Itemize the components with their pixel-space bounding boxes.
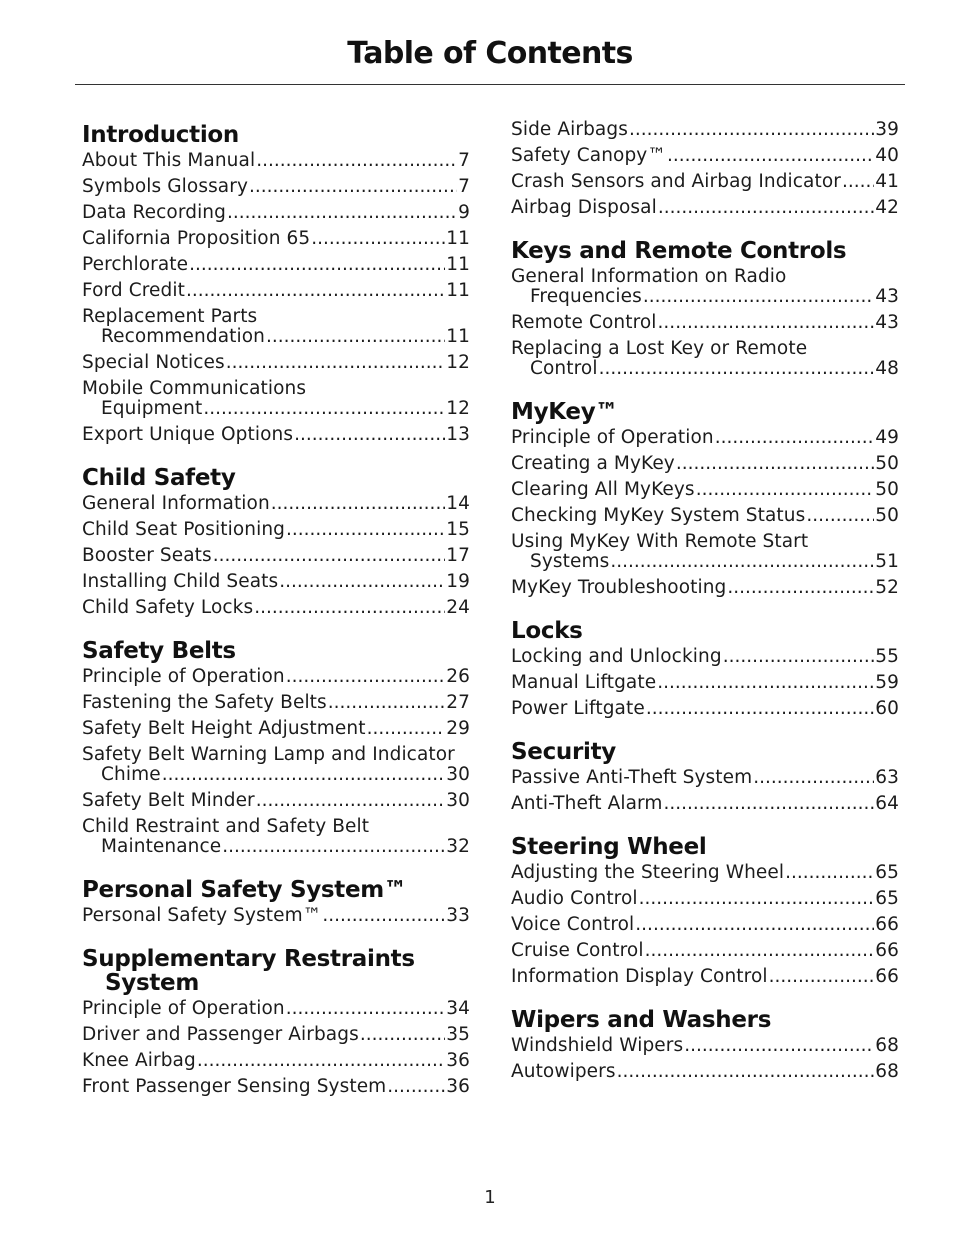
toc-entry-replacing-a-lost-key-or-remote[interactable] [511,339,899,379]
toc-entry-title: Fastening the Safety Belts [82,692,327,713]
toc-entry-title: Perchlorate [82,254,189,275]
toc-entry-safety-canopy[interactable] [511,146,899,166]
dot-leader [643,287,874,307]
toc-entry-title: Principle of Operation [82,998,285,1019]
dot-leader [213,546,446,566]
toc-entry-general-information[interactable] [82,494,470,514]
toc-entry-page-number: 12 [446,398,470,419]
toc-entry-page-number: 9 [458,202,470,223]
toc-entry-passive-anti-theft-system[interactable] [511,768,899,788]
toc-entry-title: Driver and Passenger Airbags [82,1024,359,1045]
dot-leader [617,1062,875,1082]
dot-leader [266,327,445,347]
toc-entry-title: Ford Credit [82,280,185,301]
toc-entry-title: About This Manual [82,150,256,171]
toc-entry-title: Clearing All MyKeys [511,479,695,500]
dot-leader [311,229,445,249]
toc-entry-title: Cruise Control [511,940,644,961]
page-number: 1 [484,1187,496,1208]
dot-leader [696,480,875,500]
dot-leader [189,255,445,275]
toc-entry-title-continuation: Systems [530,551,610,572]
toc-entry-page-number: 7 [458,176,470,197]
toc-entry-child-seat-positioning[interactable] [82,520,470,540]
section-heading [511,1005,899,1032]
section-heading-text: Security [511,739,616,765]
toc-entry-page-number: 55 [875,646,899,667]
toc-entry-principle-of-operation[interactable] [511,428,899,448]
toc-entry-page-number: 11 [446,326,470,347]
toc-entry-symbols-glossary[interactable] [82,177,470,197]
toc-entry-title: General Information on Radio [511,266,787,287]
toc-entry-title: Data Recording [82,202,226,223]
toc-entry-checking-mykey-system-status[interactable] [511,506,899,526]
toc-entry-page-number: 41 [875,171,899,192]
section-heading [82,463,470,490]
section-heading-text: Wipers and Washers [511,1007,772,1033]
section-heading-text: Child Safety [82,465,236,491]
toc-entry-page-number: 66 [875,966,899,987]
toc-entry-page-number: 59 [875,672,899,693]
toc-section-child-safety [82,463,470,618]
toc-entry-page-number: 29 [446,718,470,739]
toc-entry-creating-a-mykey[interactable] [511,454,899,474]
dot-leader [806,506,874,526]
dot-leader [279,572,445,592]
dot-leader [256,151,457,171]
toc-entry-special-notices[interactable] [82,353,470,373]
toc-entry-page-number: 11 [446,228,470,249]
dot-leader [657,673,874,693]
toc-section-safety-belts [82,636,470,857]
dot-leader [658,198,874,218]
dot-leader [667,146,874,166]
toc-entry-title: Symbols Glossary [82,176,248,197]
section-heading-text: Safety Belts [82,638,236,664]
toc-entry-title: Child Restraint and Safety Belt [82,816,370,837]
toc-entry-title: Using MyKey With Remote Start [511,531,809,552]
toc-entry-page-number: 64 [875,793,899,814]
dot-leader [271,494,445,514]
toc-entry-page-number: 14 [446,493,470,514]
dot-leader [197,1051,445,1071]
toc-entry-using-mykey-with-remote-start[interactable] [511,532,899,572]
dot-leader [360,1025,445,1045]
dot-leader [684,1036,874,1056]
toc-entry-perchlorate[interactable] [82,255,470,275]
toc-entry-title-continuation: Equipment [101,398,203,419]
toc-entry-title: Airbag Disposal [511,197,657,218]
toc-entry-page-number: 34 [446,998,470,1019]
toc-entry-title: MyKey Troubleshooting [511,577,727,598]
toc-entry-mobile-communications[interactable] [82,379,470,419]
toc-entry-windshield-wipers[interactable] [511,1036,899,1056]
toc-entry-page-number: 35 [446,1024,470,1045]
toc-entry-page-number: 33 [446,905,470,926]
toc-entry-page-number: 50 [875,479,899,500]
toc-section-keys-and-remote-controls [511,236,899,379]
dot-leader [186,281,445,301]
section-heading [511,832,899,859]
toc-entry-knee-airbag[interactable] [82,1051,470,1071]
toc-entry-title: Principle of Operation [82,666,285,687]
toc-entry-title: Installing Child Seats [82,571,279,592]
toc-entry-title: Safety Belt Height Adjustment [82,718,366,739]
toc-entry-title: Locking and Unlocking [511,646,722,667]
toc-entry-title: Front Passenger Sensing System [82,1076,387,1097]
toc-entry-title: Manual Liftgate [511,672,657,693]
toc-entry-principle-of-operation[interactable] [82,999,470,1019]
section-heading-text: Locks [511,618,583,644]
toc-entry-page-number: 40 [875,145,899,166]
dot-leader [769,967,875,987]
toc-entry-principle-of-operation[interactable] [82,667,470,687]
toc-entry-page-number: 17 [446,545,470,566]
toc-entry-page-number: 39 [875,119,899,140]
toc-entry-safety-belt-height-adjustment[interactable] [82,719,470,739]
toc-entry-page-number: 36 [446,1050,470,1071]
toc-entry-front-passenger-sensing-system[interactable] [82,1077,470,1097]
dot-leader [639,889,875,909]
section-heading [511,236,899,263]
toc-entry-title: Mobile Communications [82,378,307,399]
toc-entry-locking-and-unlocking[interactable] [511,647,899,667]
toc-entry-child-restraint-and-safety-belt[interactable] [82,817,470,857]
toc-entry-page-number: 32 [446,836,470,857]
section-heading-text: MyKey™ [511,399,619,425]
toc-entry-page-number: 60 [875,698,899,719]
section-heading [82,120,470,147]
toc-entry-page-number: 11 [446,254,470,275]
section-heading-continuation: System [105,970,200,996]
dot-leader [387,1077,445,1097]
toc-entry-remote-control[interactable] [511,313,899,333]
toc-entry-page-number: 52 [875,577,899,598]
dot-leader [629,120,874,140]
toc-entry-title: Adjusting the Steering Wheel [511,862,785,883]
dot-leader [367,719,446,739]
toc-entry-autowipers[interactable] [511,1062,899,1082]
toc-entry-driver-and-passenger-airbags[interactable] [82,1025,470,1045]
toc-entry-fastening-the-safety-belts[interactable] [82,693,470,713]
section-heading [82,875,470,902]
toc-entry-title: Replacing a Lost Key or Remote [511,338,808,359]
dot-leader [723,647,875,667]
toc-entry-title: Personal Safety System™ [82,905,322,926]
toc-entry-page-number: 42 [875,197,899,218]
toc-entry-page-number: 15 [446,519,470,540]
section-heading-text: Introduction [82,122,239,148]
toc-entry-personal-safety-system[interactable] [82,906,470,926]
toc-entry-ford-credit[interactable] [82,281,470,301]
dot-leader [610,552,874,572]
toc-entry-about-this-manual[interactable] [82,151,470,171]
dot-leader [635,915,874,935]
toc-entry-title-continuation: Maintenance [101,836,222,857]
toc-entry-title: Anti-Theft Alarm [511,793,663,814]
toc-entry-title-continuation: Frequencies [530,286,642,307]
toc-entry-title: Crash Sensors and Airbag Indicator [511,171,841,192]
section-heading [511,397,899,424]
toc-entry-title: Voice Control [511,914,635,935]
toc-entry-safety-belt-warning-lamp-and-indicator[interactable] [82,745,470,785]
toc-entry-anti-theft-alarm[interactable] [511,794,899,814]
title-divider [75,84,905,85]
section-heading [511,616,899,643]
toc-entry-page-number: 24 [446,597,470,618]
toc-entry-page-number: 63 [875,767,899,788]
toc-column-left [82,120,470,1115]
toc-entry-title: Export Unique Options [82,424,294,445]
dot-leader [226,353,445,373]
dot-leader [785,863,874,883]
toc-entry-title: Replacement Parts [82,306,258,327]
toc-entry-page-number: 26 [446,666,470,687]
toc-entry-data-recording[interactable] [82,203,470,223]
toc-section-locks [511,616,899,719]
toc-entry-safety-belt-minder[interactable] [82,791,470,811]
toc-entry-page-number: 48 [875,358,899,379]
toc-section-introduction [82,120,470,445]
toc-entry-adjusting-the-steering-wheel[interactable] [511,863,899,883]
toc-entry-manual-liftgate[interactable] [511,673,899,693]
toc-entry-page-number: 11 [446,280,470,301]
toc-entry-page-number: 43 [875,312,899,333]
toc-entry-title: Special Notices [82,352,225,373]
dot-leader [322,906,445,926]
toc-entry-installing-child-seats[interactable] [82,572,470,592]
toc-entry-mykey-troubleshooting[interactable] [511,578,899,598]
section-heading [511,737,899,764]
toc-entry-title-continuation: Chime [101,764,161,785]
toc-entry-page-number: 66 [875,940,899,961]
toc-section-continued [511,120,899,218]
section-heading [82,636,470,663]
toc-entry-title: Safety Belt Warning Lamp and Indicator [82,744,455,765]
toc-entry-airbag-disposal[interactable] [511,198,899,218]
toc-entry-export-unique-options[interactable] [82,425,470,445]
toc-section-supplementary-restraints [82,944,470,1097]
toc-entry-general-information-on-radio[interactable] [511,267,899,307]
section-heading-text: Supplementary Restraints [82,946,415,972]
toc-entry-title-continuation: Control [530,358,598,379]
toc-entry-title: Windshield Wipers [511,1035,684,1056]
toc-entry-page-number: 68 [875,1035,899,1056]
toc-entry-page-number: 50 [875,505,899,526]
toc-section-mykey [511,397,899,598]
toc-entry-title: Power Liftgate [511,698,645,719]
dot-leader [249,177,457,197]
toc-entry-title: Autowipers [511,1061,616,1082]
toc-entry-title: California Proposition 65 [82,228,311,249]
toc-entry-page-number: 13 [446,424,470,445]
toc-entry-title: Principle of Operation [511,427,714,448]
toc-entry-booster-seats[interactable] [82,546,470,566]
dot-leader [645,941,875,961]
toc-entry-title: Safety Belt Minder [82,790,255,811]
toc-section-personal-safety-system [82,875,470,926]
toc-entry-voice-control[interactable] [511,915,899,935]
toc-section-wipers-and-washers [511,1005,899,1082]
dot-leader [328,693,445,713]
toc-entry-page-number: 19 [446,571,470,592]
toc-entry-page-number: 30 [446,764,470,785]
dot-leader [203,399,445,419]
toc-entry-title: Remote Control [511,312,657,333]
toc-section-steering-wheel [511,832,899,987]
dot-leader [842,172,874,192]
toc-entry-page-number: 65 [875,862,899,883]
section-heading-text: Keys and Remote Controls [511,238,847,264]
toc-entry-title: Creating a MyKey [511,453,675,474]
dot-leader [753,768,874,788]
dot-leader [646,699,874,719]
toc-column-right [511,120,899,1100]
toc-entry-title-continuation: Recommendation [101,326,265,347]
toc-entry-side-airbags[interactable] [511,120,899,140]
dot-leader [664,794,875,814]
dot-leader [227,203,457,223]
dot-leader [676,454,874,474]
toc-entry-child-safety-locks[interactable] [82,598,470,618]
toc-entry-page-number: 49 [875,427,899,448]
toc-entry-page-number: 50 [875,453,899,474]
toc-entry-page-number: 68 [875,1061,899,1082]
toc-entry-title: Child Safety Locks [82,597,254,618]
toc-entry-information-display-control[interactable] [511,967,899,987]
toc-entry-title: Booster Seats [82,545,212,566]
dot-leader [286,667,446,687]
toc-entry-title: Audio Control [511,888,638,909]
toc-entry-title: Safety Canopy™ [511,145,666,166]
toc-entry-title: Knee Airbag [82,1050,196,1071]
toc-entry-page-number: 36 [446,1076,470,1097]
dot-leader [162,765,446,785]
toc-entry-page-number: 30 [446,790,470,811]
toc-entry-title: Side Airbags [511,119,628,140]
dot-leader [658,313,875,333]
toc-entry-clearing-all-mykeys[interactable] [511,480,899,500]
toc-entry-page-number: 51 [875,551,899,572]
dot-leader [256,791,445,811]
toc-entry-cruise-control[interactable] [511,941,899,961]
toc-entry-page-number: 43 [875,286,899,307]
section-heading-text: Steering Wheel [511,834,707,860]
section-heading [82,944,470,995]
dot-leader [599,359,875,379]
dot-leader [715,428,875,448]
toc-entry-page-number: 65 [875,888,899,909]
dot-leader [727,578,874,598]
dot-leader [294,425,445,445]
toc-entry-replacement-parts[interactable] [82,307,470,347]
dot-leader [254,598,445,618]
toc-entry-page-number: 7 [458,150,470,171]
toc-entry-audio-control[interactable] [511,889,899,909]
toc-entry-page-number: 66 [875,914,899,935]
toc-entry-title: Checking MyKey System Status [511,505,806,526]
toc-entry-title: Information Display Control [511,966,768,987]
toc-entry-power-liftgate[interactable] [511,699,899,719]
toc-entry-title: General Information [82,493,270,514]
toc-entry-page-number: 27 [446,692,470,713]
dot-leader [286,520,445,540]
page-title: Table of Contents [347,36,633,71]
toc-entry-california-proposition-65[interactable] [82,229,470,249]
section-heading-text: Personal Safety System™ [82,877,407,903]
toc-entry-title: Child Seat Positioning [82,519,285,540]
toc-entry-crash-sensors-and-airbag-indicator[interactable] [511,172,899,192]
toc-section-security [511,737,899,814]
toc-entry-page-number: 12 [446,352,470,373]
toc-entry-title: Passive Anti-Theft System [511,767,753,788]
dot-leader [222,837,445,857]
dot-leader [286,999,446,1019]
